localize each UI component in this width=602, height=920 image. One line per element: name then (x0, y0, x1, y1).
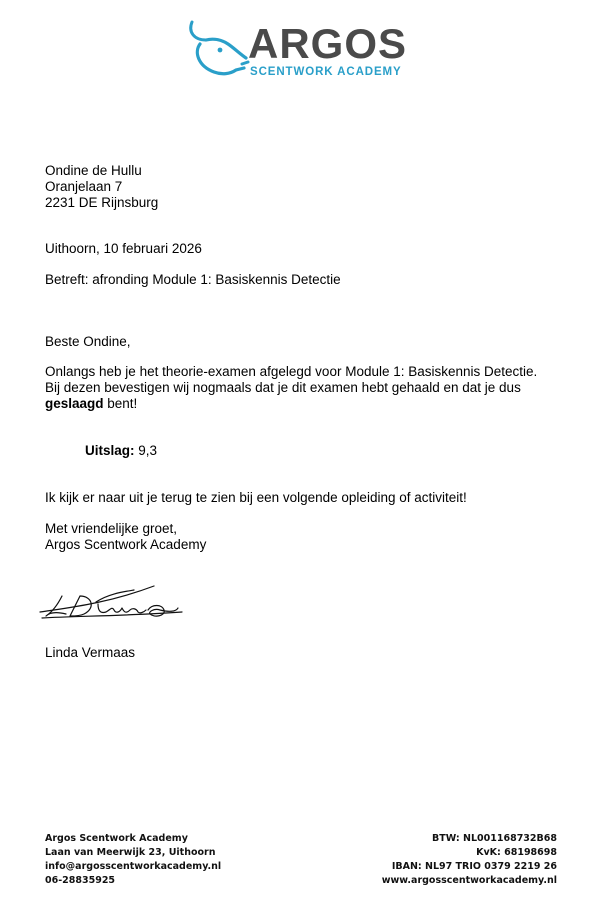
closing-line: Ik kijk er naar uit je terug te zien bij een volgende opleiding of activiteit! (45, 490, 467, 505)
result-value: 9,3 (134, 443, 158, 458)
footer-phone: 06-28835925 (45, 875, 116, 886)
passed-emphasis: geslaagd (45, 396, 104, 411)
subject-line: Betreft: afronding Module 1: Basiskennis Detectie (45, 272, 341, 287)
handwritten-signature (36, 582, 186, 626)
paragraph-line-3 (45, 396, 537, 412)
footer-registration (382, 832, 557, 888)
recipient-name: Ondine de Hullu (45, 163, 142, 178)
sign-off (45, 521, 206, 553)
paragraph-line-2: Bij dezen bevestigen wij nogmaals dat je dit examen hebt gehaald en dat je dus (45, 380, 521, 395)
body-paragraph (45, 364, 537, 412)
footer-email: info@argosscentworkacademy.nl (45, 861, 222, 872)
footer-vat: BTW: NL001168732B68 (432, 833, 557, 844)
footer-contact (45, 832, 221, 888)
recipient-city: 2231 DE Rijnsburg (45, 195, 159, 210)
footer-address: Laan van Meerwijk 23, Uithoorn (45, 847, 216, 858)
recipient-address (45, 163, 158, 211)
dog-head-icon (184, 18, 254, 80)
argos-logo (184, 18, 424, 80)
logo-name: ARGOS (248, 20, 408, 67)
logo-tagline: SCENTWORK ACADEMY (250, 66, 402, 78)
paragraph-end: bent! (103, 396, 138, 411)
sign-off-organisation: Argos Scentwork Academy (45, 537, 207, 552)
exam-result (85, 443, 157, 459)
place-date: Uithoorn, 10 februari 2026 (45, 241, 202, 256)
footer-iban: IBAN: NL97 TRIO 0379 2219 26 (391, 861, 557, 872)
footer-company: Argos Scentwork Academy (45, 833, 188, 844)
signer-name: Linda Vermaas (45, 645, 136, 660)
greeting: Beste Ondine, (45, 334, 131, 349)
result-label: Uitslag: (85, 443, 135, 458)
recipient-street: Oranjelaan 7 (45, 179, 123, 194)
sign-off-greeting: Met vriendelijke groet, (45, 521, 178, 536)
paragraph-line-1: Onlangs heb je het theorie-examen afgelegd voor Module 1: Basiskennis Detectie. (45, 364, 538, 379)
footer-kvk: KvK: 68198698 (476, 847, 557, 858)
footer-website: www.argosscentworkacademy.nl (381, 875, 557, 886)
